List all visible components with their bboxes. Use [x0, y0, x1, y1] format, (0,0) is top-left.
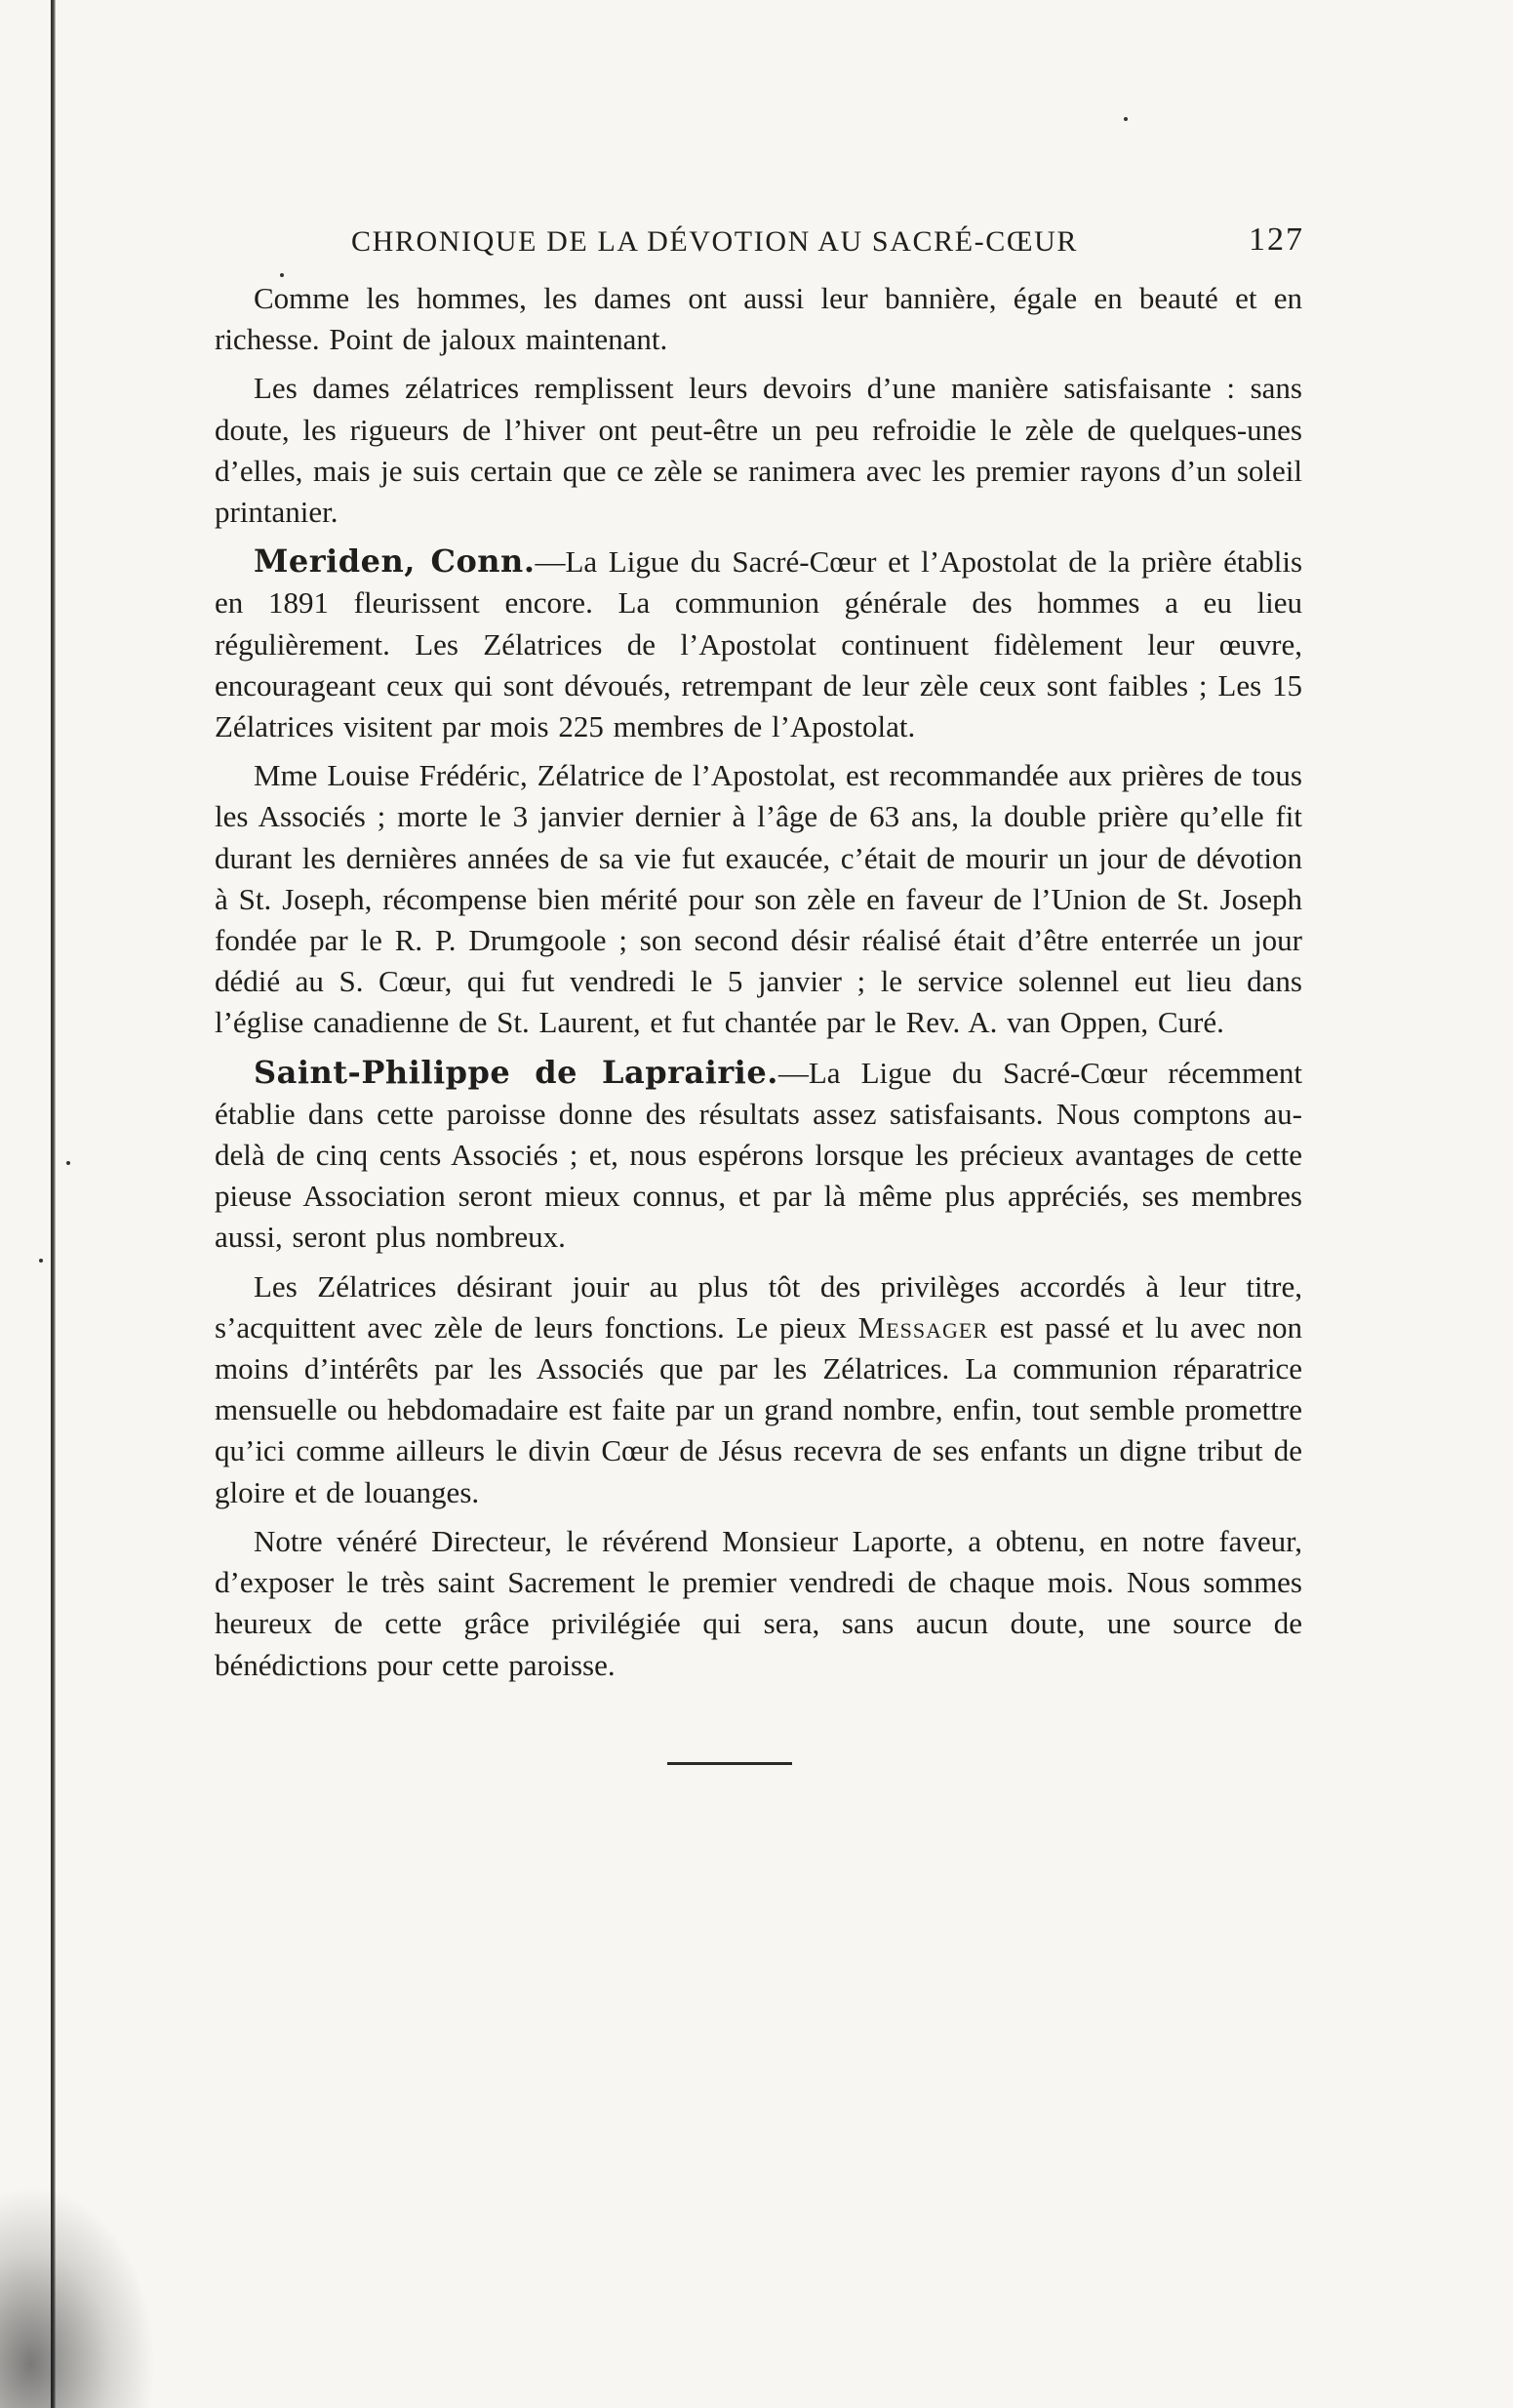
scan-speck: [66, 1161, 70, 1165]
paragraph-saint-philippe: [215, 1052, 1302, 1259]
paragraph-saint-philippe-text: —La Ligue du Sacré-Cœur récemment établie dans cette paroisse donne des résultats assez satisfaisants. Nous comptons au-delà de cinq cents Associés ; et, nous espérons lorsque les précieux avantages de cette pieuse Association seront mieux connus, et par là même plus appréciés, ses membres aussi, seront plus nombreux.: [215, 1055, 1302, 1255]
paragraph-dames-zelatrices: Les dames zélatrices remplissent leurs devoirs d’une manière satisfaisante : sans doute, les rigueurs de l’hiver ont peut-être un peu refroidie le zèle de quelques-unes d’elles, mais je suis certain que ce zèle se ranimera avec les premier rayons d’un soleil printanier.: [215, 371, 1302, 530]
paragraph-directeur: Notre vénéré Directeur, le révérend Monsieur Laporte, a obtenu, en notre faveur, d’exposer le très saint Sacrement le premier vendredi de chaque mois. Nous sommes heureux de cette grâce privilégiée qui sera, sans aucun doute, une source de bénédictions pour cette paroisse.: [215, 1523, 1302, 1682]
page-binding-edge: [51, 0, 56, 2408]
paragraph-meriden: [215, 541, 1302, 747]
paragraph-louise-frederic: Mme Louise Frédéric, Zélatrice de l’Apostolat, est recommandée aux prières de tous les Associés ; morte le 3 janvier dernier à l’âge de 63 ans, la double prière qu’elle fit durant les dernières années de sa vie fut exaucée, c’était de mourir un jour de dévotion à St. Joseph, récompense bien mérité pour son zèle en faveur de l’Union de St. Joseph fondée par le R. P. Drumgoole ; son second désir réalisé était d’être enterrée un jour dédié au S. Cœur, qui fut vendredi le 5 janvier ; le service solennel eut lieu dans l’église canadienne de St. Laurent, et fut chantée par le Rev. A. van Oppen, Curé.: [215, 758, 1302, 1040]
scan-speck: [1124, 117, 1128, 121]
messager-title: Messager: [857, 1309, 989, 1344]
paragraph-dames-banniere: Comme les hommes, les dames ont aussi leur bannière, égale en beauté et en richesse. Point de jaloux maintenant.: [215, 281, 1302, 357]
paragraph-meriden-text: —La Ligue du Sacré-Cœur et l’Apostolat de la prière établis en 1891 fleurissent encore. La communion générale des hommes a eu lieu régulièrement. Les Zélatrices de l’Apostolat continuent fidèlement leur œuvre, encourageant ceux qui sont dévoués, retrempant de leur zèle ceux sont faibles ; Les 15 Zélatrices visitent par mois 225 membres de l’Apostolat.: [215, 544, 1303, 744]
paragraph-zelatrices-privileges: [215, 1266, 1302, 1513]
running-header: [215, 220, 1302, 278]
binding-shadow: [0, 2186, 156, 2408]
place-heading-saint-philippe: Saint-Philippe de Laprairie.: [254, 1053, 778, 1091]
page-number: 127: [1249, 221, 1304, 258]
paragraph-zelatrices-text-end: est passé et lu avec non moins d’intérêts par les Associés que par les Zélatrices. La communion réparatrice mensuelle ou hebdomadaire est faite par un grand nombre, enfin, tout semble promettre qu’ici comme ailleurs le divin Cœur de Jésus recevra de ses enfants un digne tribut de gloire et de louanges.: [215, 1309, 1302, 1509]
place-heading-meriden: Meriden, Conn.: [254, 542, 536, 581]
running-title: CHRONIQUE DE LA DÉVOTION AU SACRÉ-CŒUR: [351, 225, 1078, 258]
paragraph-zelatrices-text-start: Les Zélatrices désirant jouir au plus tôt des privilèges accordés à leur titre, s’acquittent avec zèle de leurs fonctions. Le pieux: [215, 1268, 1302, 1344]
section-end-rule: [667, 1762, 792, 1765]
scan-speck: [39, 1259, 43, 1263]
book-page: [215, 220, 1302, 1765]
page-body: [215, 278, 1302, 1686]
